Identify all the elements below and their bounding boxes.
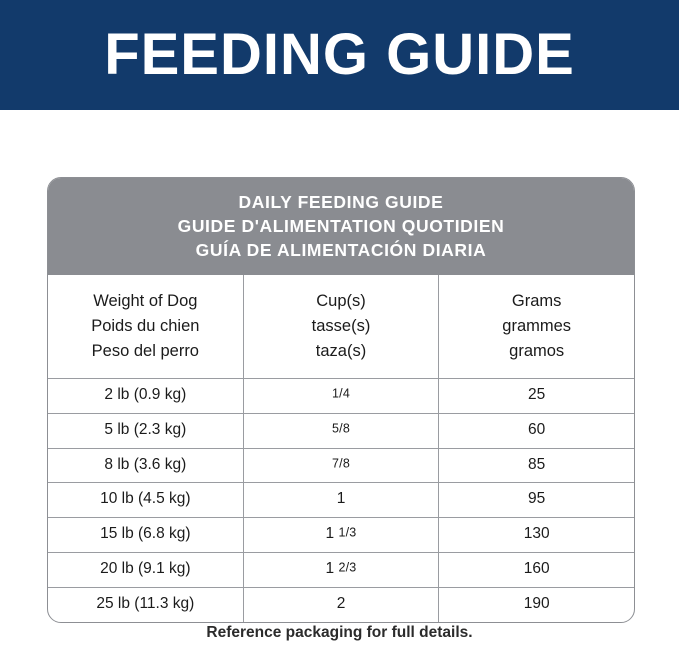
table-title-es: GUÍA DE ALIMENTACIÓN DIARIA: [195, 240, 487, 261]
column-header-weight: [48, 275, 244, 378]
cell-cups: [244, 414, 440, 448]
table-title-fr: GUIDE D'ALIMENTATION QUOTIDIEN: [177, 216, 505, 237]
cell-weight: 15 lb (6.8 kg): [48, 518, 244, 552]
feeding-guide-table: [47, 177, 635, 623]
column-header-grams-en: Grams: [511, 292, 562, 311]
cups-fraction: 5/8: [332, 421, 350, 436]
column-header-weight-en: Weight of Dog: [93, 292, 198, 311]
cell-cups: [244, 553, 440, 587]
table-column-headers: [48, 275, 634, 378]
column-header-grams-fr: grammes: [502, 317, 572, 336]
cell-weight: 10 lb (4.5 kg): [48, 483, 244, 517]
table-title-block: [48, 178, 634, 275]
cell-weight: 20 lb (9.1 kg): [48, 553, 244, 587]
cell-cups: [244, 518, 440, 552]
table-row: [48, 553, 634, 588]
footer-note: Reference packaging for full details.: [206, 624, 473, 641]
column-header-cups-es: taza(s): [315, 341, 367, 360]
cell-grams: 190: [523, 595, 550, 613]
table-row: [48, 449, 634, 484]
cups-whole: 1: [325, 525, 335, 543]
table-row: [48, 379, 634, 414]
cell-grams: 95: [528, 490, 546, 508]
table-row: [48, 483, 634, 518]
cell-grams: 130: [523, 525, 550, 543]
cell-weight: 8 lb (3.6 kg): [48, 449, 244, 483]
cups-whole: 1: [336, 490, 346, 508]
cups-fraction: 1/3: [338, 525, 357, 540]
cell-cups: [244, 588, 440, 622]
column-header-cups-en: Cup(s): [316, 292, 366, 311]
column-header-cups-fr: tasse(s): [311, 317, 371, 336]
cups-whole: 1: [325, 560, 335, 578]
page-title: FEEDING GUIDE: [104, 22, 575, 87]
cell-grams: 25: [528, 385, 546, 403]
cell-weight: 2 lb (0.9 kg): [48, 379, 244, 413]
cups-fraction: 1/4: [332, 386, 350, 401]
cell-cups: [244, 379, 440, 413]
cell-grams: 85: [528, 455, 546, 473]
cell-weight: 25 lb (11.3 kg): [48, 588, 244, 622]
column-header-weight-es: Peso del perro: [91, 341, 199, 360]
table-row: [48, 518, 634, 553]
cell-weight: 5 lb (2.3 kg): [48, 414, 244, 448]
table-row: [48, 414, 634, 449]
cell-cups: [244, 449, 440, 483]
cell-grams: 60: [528, 420, 546, 438]
table-row: [48, 588, 634, 622]
cups-whole: 2: [336, 595, 346, 613]
header-banner: [0, 0, 679, 110]
column-header-grams: [439, 275, 634, 378]
column-header-cups: [244, 275, 440, 378]
column-header-grams-es: gramos: [509, 341, 565, 360]
table-title-en: DAILY FEEDING GUIDE: [238, 192, 444, 212]
cups-fraction: 2/3: [338, 560, 357, 575]
column-header-weight-fr: Poids du chien: [91, 317, 200, 336]
cups-fraction: 7/8: [332, 456, 350, 471]
cell-cups: [244, 483, 440, 517]
cell-grams: 160: [523, 560, 550, 578]
